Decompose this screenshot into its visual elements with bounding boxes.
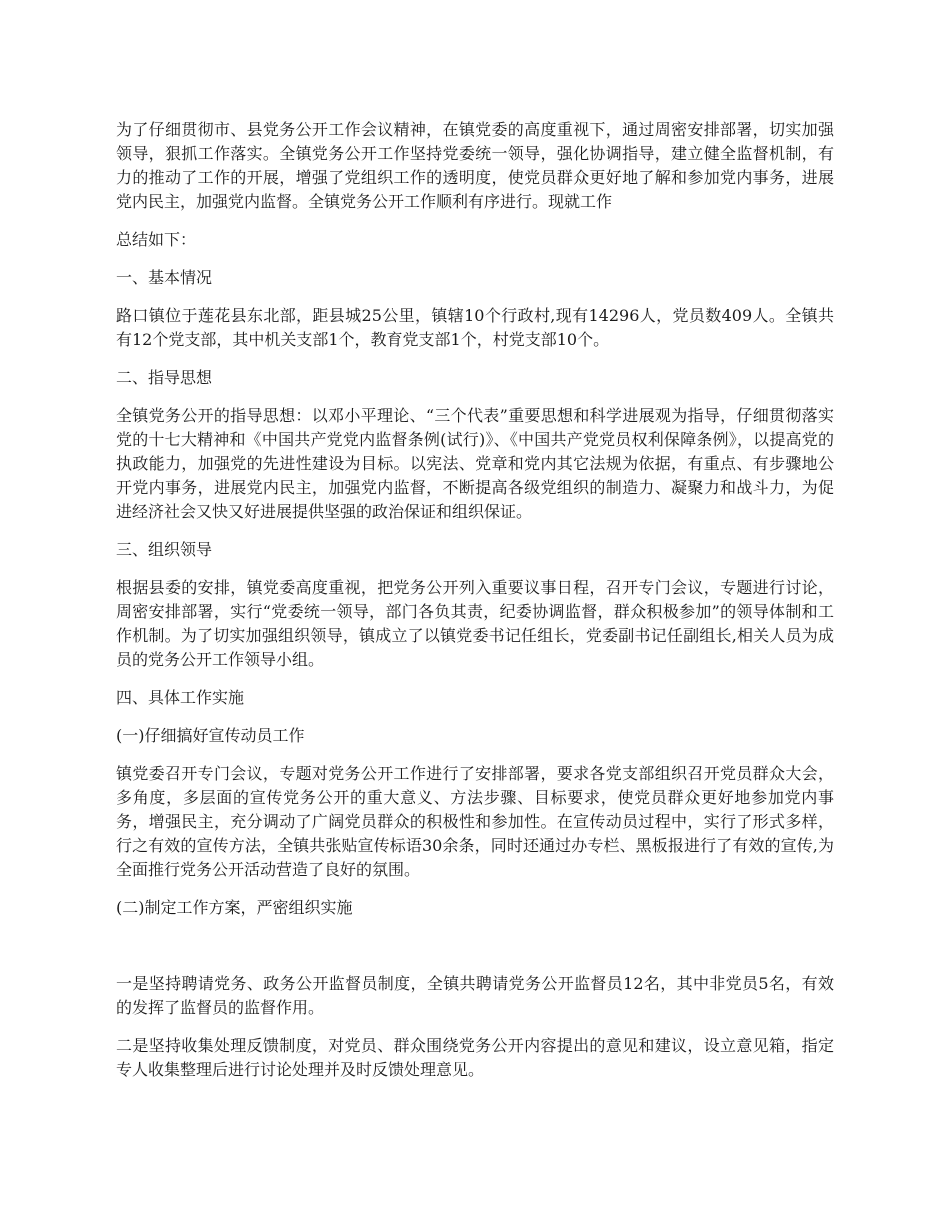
summary-lead: 总结如下： xyxy=(116,230,197,249)
section-heading-basic: 一、基本情况 xyxy=(116,268,213,287)
basic-info-paragraph: 路口镇位于莲花县东北部，距县城25公里，镇辖10个行政村,现有14296人，党员数409人。全镇共有12个党支部，其中机关支部1个，教育党支部1个，村党支部10个。 xyxy=(116,306,834,349)
section-heading-leadership: 三、组织领导 xyxy=(116,540,213,559)
subheading-plan: (二)制定工作方案，严密组织实施 xyxy=(116,898,353,917)
intro-paragraph: 为了仔细贯彻市、县党务公开工作会议精神，在镇党委的高度重视下，通过周密安排部署，切实加强领导，狠抓工作落实。全镇党务公开工作坚持党委统一领导，强化协调指导，建立健全监督机制，有力的推动了工作的开展，增强了党组织工作的透明度，使党员群众更好地了解和参加党内事务，进展党内民主，加强党内监督。全镇党务公开工作顺利有序进行。现就工作 xyxy=(116,120,834,211)
document-page xyxy=(116,118,834,1096)
feedback-paragraph: 二是坚持收集处理反馈制度，对党员、群众围绕党务公开内容提出的意见和建议，设立意见箱，指定专人收集整理后进行讨论处理并及时反馈处理意见。 xyxy=(116,1036,834,1079)
subheading-publicity: (一)仔细搞好宣传动员工作 xyxy=(116,726,305,745)
leadership-paragraph: 根据县委的安排，镇党委高度重视，把党务公开列入重要议事日程，召开专门会议，专题进行讨论，周密安排部署，实行“党委统一领导，部门各负其责，纪委协调监督，群众积极参加”的领导体制和工作机制。为了切实加强组织领导，镇成立了以镇党委书记任组长，党委副书记任副组长,相关人员为成员的党务公开工作领导小组。 xyxy=(116,578,834,669)
section-heading-implementation: 四、具体工作实施 xyxy=(116,688,245,707)
publicity-paragraph: 镇党委召开专门会议，专题对党务公开工作进行了安排部署，要求各党支部组织召开党员群众大会，多角度，多层面的宣传党务公开的重大意义、方法步骤、目标要求，使党员群众更好地参加党内事务，增强民主，充分调动了广阔党员群众的积极性和参加性。在宣传动员过程中，实行了形式多样，行之有效的宣传方法，全镇共张贴宣传标语30余条，同时还通过办专栏、黑板报进行了有效的宣传,为全面推行党务公开活动营造了良好的氛围。 xyxy=(116,764,834,879)
blank-gap xyxy=(116,934,834,972)
section-heading-guiding: 二、指导思想 xyxy=(116,368,213,387)
supervisor-paragraph: 一是坚持聘请党务、政务公开监督员制度，全镇共聘请党务公开监督员12名，其中非党员5名，有效的发挥了监督员的监督作用。 xyxy=(116,974,834,1017)
guiding-paragraph: 全镇党务公开的指导思想：以邓小平理论、“三个代表”重要思想和科学进展观为指导，仔细贯彻落实党的十七大精神和《中国共产党党内监督条例(试行)》、《中国共产党党员权利保障条例》，以提高党的执政能力，加强党的先进性建设为目标。以宪法、党章和党内其它法规为依据，有重点、有步骤地公开党内事务，进展党内民主，加强党内监督，不断提高各级党组织的制造力、凝聚力和战斗力，为促进经济社会又快又好进展提供坚强的政治保证和组织保证。 xyxy=(116,406,834,521)
